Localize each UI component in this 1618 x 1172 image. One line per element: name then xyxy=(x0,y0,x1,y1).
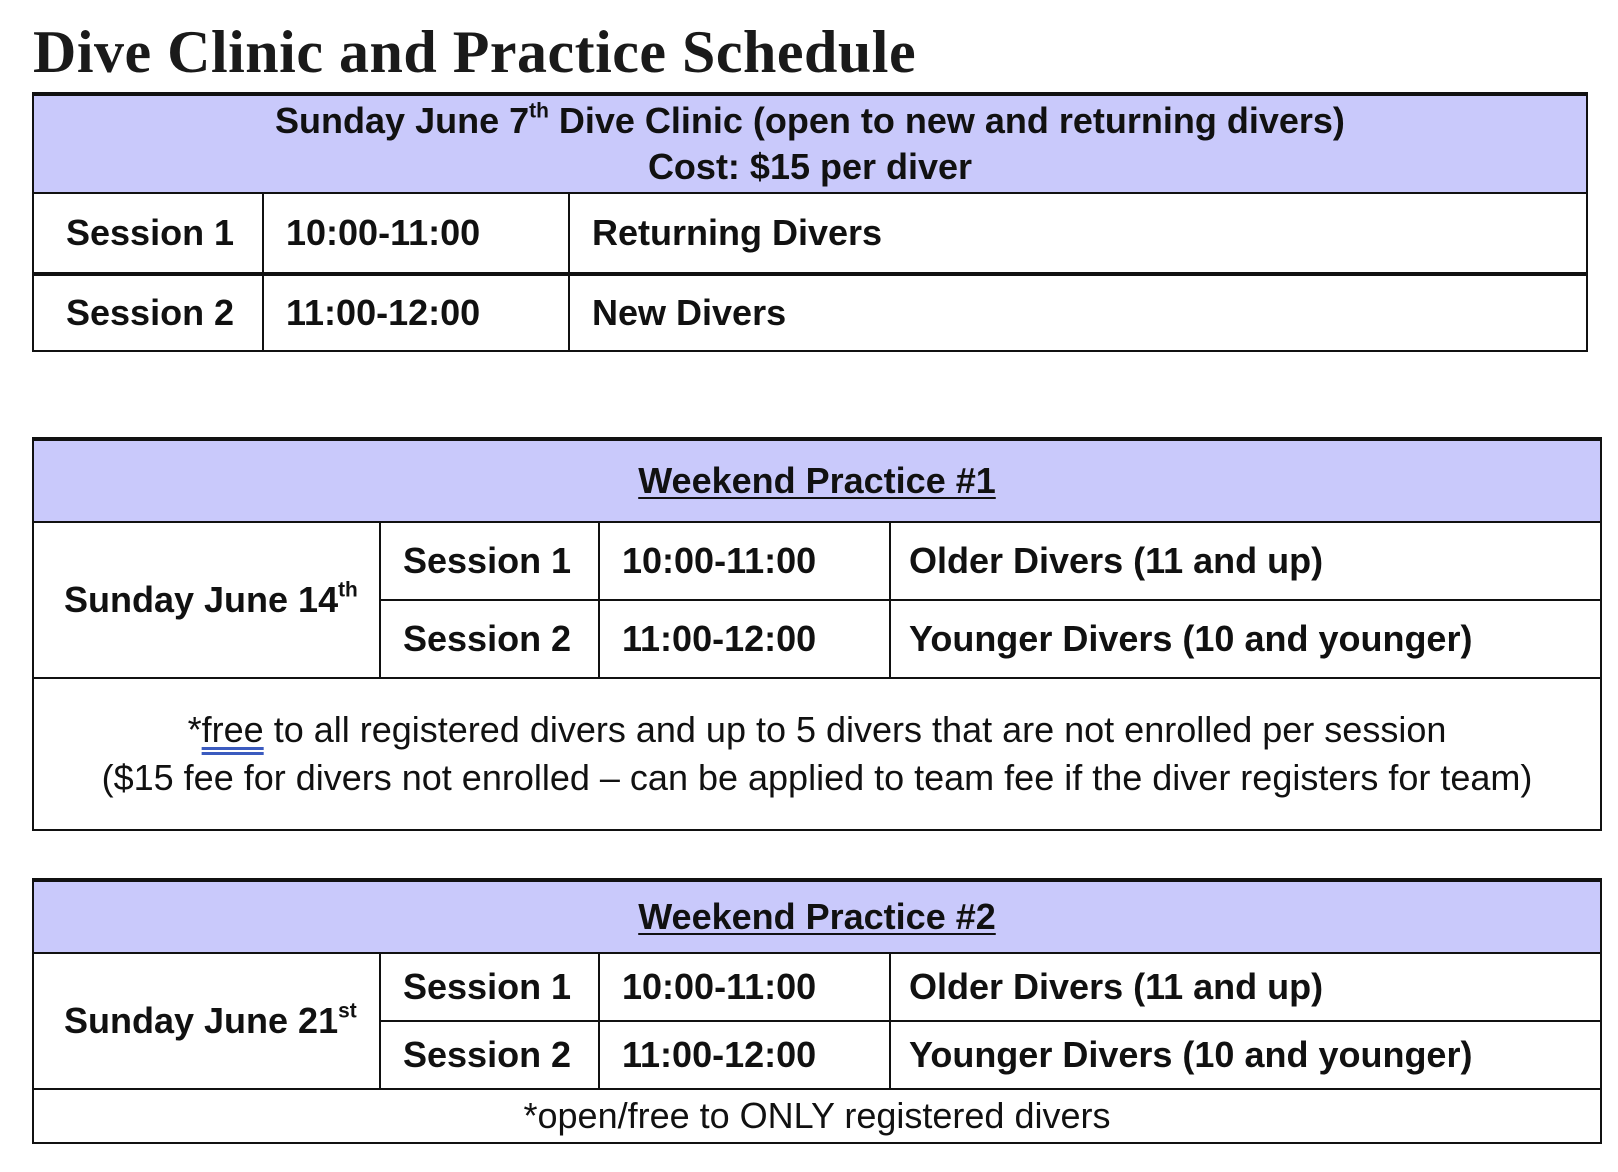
clinic-header xyxy=(33,94,1587,193)
clinic-heading-suffix: th xyxy=(529,99,549,123)
table-row xyxy=(33,193,1587,274)
clinic-heading-date: Sunday June 7 xyxy=(275,100,530,141)
session-group: Returning Divers xyxy=(569,193,1587,274)
practice2-day xyxy=(33,953,380,1089)
session-group: Younger Divers (10 and younger) xyxy=(890,600,1601,678)
session-group: Younger Divers (10 and younger) xyxy=(890,1021,1601,1089)
session-group: Older Divers (11 and up) xyxy=(890,522,1601,600)
clinic-heading-text: Dive Clinic (open to new and returning divers) xyxy=(548,100,1345,141)
session-label: Session 2 xyxy=(380,1021,599,1089)
table-row xyxy=(33,274,1587,351)
practice1-day xyxy=(33,522,380,678)
practice2-day-text: Sunday June 21 xyxy=(64,1000,339,1041)
clinic-heading xyxy=(34,98,1586,144)
note-free-word: free xyxy=(201,709,264,750)
practice2-note: *open/free to ONLY registered divers xyxy=(33,1089,1601,1143)
session-time: 10:00-11:00 xyxy=(263,193,569,274)
practice2-heading: Weekend Practice #2 xyxy=(638,896,996,937)
practice1-header xyxy=(33,439,1601,522)
session-time: 10:00-11:00 xyxy=(599,522,890,600)
practice1-day-suffix: th xyxy=(338,578,358,602)
practice1-note-line1 xyxy=(34,706,1600,754)
practice1-day-text: Sunday June 14 xyxy=(64,579,339,620)
session-label: Session 1 xyxy=(380,953,599,1021)
weekend-practice-2-table xyxy=(32,878,1602,1144)
table-row xyxy=(33,522,1601,600)
session-time: 11:00-12:00 xyxy=(599,1021,890,1089)
session-time: 11:00-12:00 xyxy=(599,600,890,678)
session-time: 10:00-11:00 xyxy=(599,953,890,1021)
clinic-cost: Cost: $15 per diver xyxy=(647,146,973,187)
note-line1-text: to all registered divers and up to 5 divers that are not enrolled per session xyxy=(263,709,1447,750)
dive-clinic-table xyxy=(32,92,1588,352)
weekend-practice-1-table xyxy=(32,437,1602,831)
session-label: Session 2 xyxy=(380,600,599,678)
note-asterisk: * xyxy=(187,709,202,750)
table-row xyxy=(33,953,1601,1021)
session-group: Older Divers (11 and up) xyxy=(890,953,1601,1021)
session-time: 11:00-12:00 xyxy=(263,274,569,351)
practice1-note-line2: ($15 fee for divers not enrolled – can be applied to team fee if the diver registers for team) xyxy=(101,757,1533,798)
practice2-header xyxy=(33,880,1601,953)
session-label: Session 1 xyxy=(380,522,599,600)
session-group: New Divers xyxy=(569,274,1587,351)
practice2-day-suffix: st xyxy=(338,999,357,1023)
page-title: Dive Clinic and Practice Schedule xyxy=(33,19,917,85)
session-label: Session 2 xyxy=(33,274,263,351)
practice1-heading: Weekend Practice #1 xyxy=(638,460,996,501)
session-label: Session 1 xyxy=(33,193,263,274)
practice1-note xyxy=(33,678,1601,830)
